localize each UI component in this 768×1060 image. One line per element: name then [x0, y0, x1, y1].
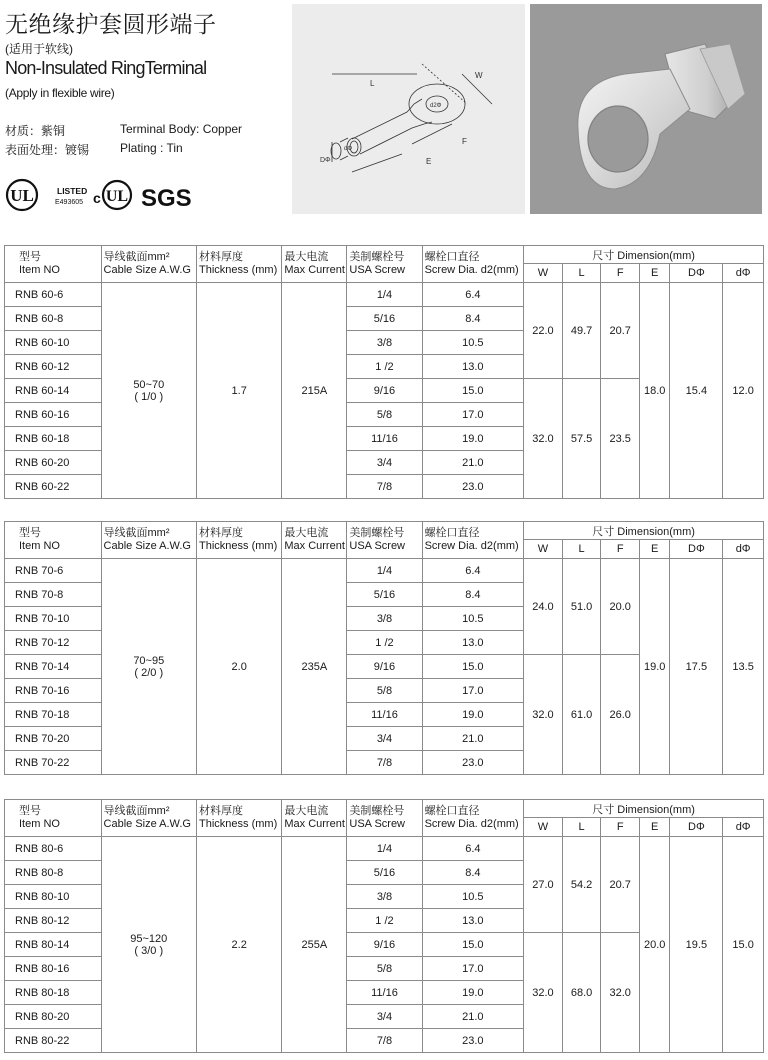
header-max-current: 最大电流 Max Current [282, 522, 347, 559]
usa-screw: 7/8 [347, 751, 422, 775]
dim-f: 26.0 [601, 655, 640, 775]
cable-size: 70~95 ( 2/0 ) [101, 559, 197, 775]
item-no: RNB 60-10 [5, 331, 102, 355]
screw-dia: 19.0 [422, 703, 524, 727]
dim-l: 51.0 [562, 559, 601, 655]
header-l: L [562, 264, 601, 283]
usa-screw: 7/8 [347, 1029, 422, 1053]
usa-screw: 1 /2 [347, 631, 422, 655]
dim-f: 20.7 [601, 283, 640, 379]
item-no: RNB 70-12 [5, 631, 102, 655]
screw-dia: 19.0 [422, 981, 524, 1005]
screw-dia: 8.4 [422, 861, 524, 885]
usa-screw: 1/4 [347, 559, 422, 583]
dim-f: 20.0 [601, 559, 640, 655]
header-f: F [601, 264, 640, 283]
header-d-inner: dΦ [723, 818, 764, 837]
cul-logo-icon [103, 181, 131, 209]
thickness: 1.7 [197, 283, 282, 499]
usa-screw: 9/16 [347, 655, 422, 679]
header-e: E [639, 540, 669, 559]
label-Dphi: DΦ [320, 157, 331, 164]
item-no: RNB 60-6 [5, 283, 102, 307]
screw-dia: 17.0 [422, 403, 524, 427]
header-item-no: 型号 Item NO [5, 800, 102, 837]
header-f: F [601, 818, 640, 837]
dim-l: 49.7 [562, 283, 601, 379]
listed-text: LISTED [57, 186, 88, 196]
screw-dia: 15.0 [422, 655, 524, 679]
usa-screw: 5/16 [347, 583, 422, 607]
header-w: W [524, 264, 563, 283]
screw-dia: 17.0 [422, 679, 524, 703]
usa-screw: 5/16 [347, 861, 422, 885]
label-d2: d2Φ [430, 103, 442, 109]
item-no: RNB 60-12 [5, 355, 102, 379]
dim-d-outer: 19.5 [670, 837, 723, 1053]
header-d-outer: DΦ [670, 818, 723, 837]
usa-screw: 9/16 [347, 933, 422, 957]
screw-dia: 13.0 [422, 355, 524, 379]
screw-dia: 10.5 [422, 885, 524, 909]
dim-f: 20.7 [601, 837, 640, 933]
header-screw-dia: 螺栓口直径 Screw Dia. d2(mm) [422, 800, 524, 837]
usa-screw: 5/8 [347, 403, 422, 427]
item-no: RNB 70-20 [5, 727, 102, 751]
max-current: 215A [282, 283, 347, 499]
item-no: RNB 60-22 [5, 475, 102, 499]
cable-size: 50~70 ( 1/0 ) [101, 283, 197, 499]
item-no: RNB 60-18 [5, 427, 102, 451]
dim-w: 27.0 [524, 837, 563, 933]
screw-dia: 21.0 [422, 1005, 524, 1029]
table-row [5, 559, 764, 583]
page-header [0, 0, 768, 222]
item-no: RNB 70-6 [5, 559, 102, 583]
screw-dia: 6.4 [422, 283, 524, 307]
item-no: RNB 60-16 [5, 403, 102, 427]
item-no: RNB 80-18 [5, 981, 102, 1005]
dim-d-outer: 15.4 [670, 283, 723, 499]
screw-dia: 15.0 [422, 933, 524, 957]
ul2-text: UL [105, 188, 129, 205]
screw-dia: 6.4 [422, 559, 524, 583]
header-max-current: 最大电流 Max Current [282, 246, 347, 283]
header-cable-size: 导线截面mm² Cable Size A.W.G [101, 246, 197, 283]
certification-logos [5, 175, 205, 215]
dim-w: 32.0 [524, 655, 563, 775]
dim-d-inner: 12.0 [723, 283, 764, 499]
usa-screw: 11/16 [347, 427, 422, 451]
header-item-no: 型号 Item NO [5, 246, 102, 283]
dim-d-inner: 13.5 [723, 559, 764, 775]
max-current: 235A [282, 559, 347, 775]
dim-d-inner: 15.0 [723, 837, 764, 1053]
usa-screw: 3/8 [347, 885, 422, 909]
dim-w: 24.0 [524, 559, 563, 655]
product-photo [530, 4, 762, 214]
usa-screw: 3/4 [347, 727, 422, 751]
plating-en: Plating : Tin [120, 141, 183, 155]
table-row [5, 837, 764, 861]
listed-number: E493605 [55, 199, 84, 206]
thickness: 2.0 [197, 559, 282, 775]
max-current: 255A [282, 837, 347, 1053]
screw-dia: 6.4 [422, 837, 524, 861]
header-usa-screw: 美制螺栓号 USA Screw [347, 522, 422, 559]
header-f: F [601, 540, 640, 559]
dim-f: 32.0 [601, 933, 640, 1053]
usa-screw: 3/4 [347, 1005, 422, 1029]
dim-e: 20.0 [639, 837, 669, 1053]
usa-screw: 9/16 [347, 379, 422, 403]
label-W: W [475, 71, 483, 80]
dim-w: 22.0 [524, 283, 563, 379]
dim-f: 23.5 [601, 379, 640, 499]
item-no: RNB 80-14 [5, 933, 102, 957]
table-row [5, 283, 764, 307]
item-no: RNB 60-20 [5, 451, 102, 475]
screw-dia: 19.0 [422, 427, 524, 451]
screw-dia: 23.0 [422, 751, 524, 775]
item-no: RNB 80-10 [5, 885, 102, 909]
item-no: RNB 70-22 [5, 751, 102, 775]
header-thickness: 材料厚度 Thickness (mm) [197, 522, 282, 559]
item-no: RNB 70-10 [5, 607, 102, 631]
usa-screw: 11/16 [347, 703, 422, 727]
spec-table-rnb60 [4, 245, 764, 499]
header-item-no: 型号 Item NO [5, 522, 102, 559]
usa-screw: 1 /2 [347, 909, 422, 933]
item-no: RNB 80-12 [5, 909, 102, 933]
item-no: RNB 70-18 [5, 703, 102, 727]
screw-dia: 21.0 [422, 451, 524, 475]
screw-dia: 15.0 [422, 379, 524, 403]
header-e: E [639, 818, 669, 837]
header-d-outer: DΦ [670, 540, 723, 559]
plating-cn: 表面处理：镀锡 [5, 143, 90, 157]
header-w: W [524, 540, 563, 559]
item-no: RNB 80-8 [5, 861, 102, 885]
usa-screw: 1 /2 [347, 355, 422, 379]
usa-screw: 3/4 [347, 451, 422, 475]
usa-screw: 1/4 [347, 283, 422, 307]
ul-logo-icon [7, 180, 37, 210]
header-d-outer: DΦ [670, 264, 723, 283]
item-no: RNB 60-8 [5, 307, 102, 331]
header-screw-dia: 螺栓口直径 Screw Dia. d2(mm) [422, 246, 524, 283]
header-usa-screw: 美制螺栓号 USA Screw [347, 246, 422, 283]
screw-dia: 10.5 [422, 607, 524, 631]
subtitle-chinese: (适用于软线) [5, 42, 73, 56]
usa-screw: 3/8 [347, 607, 422, 631]
screw-dia: 23.0 [422, 1029, 524, 1053]
screw-dia: 21.0 [422, 727, 524, 751]
dim-l: 54.2 [562, 837, 601, 933]
usa-screw: 5/8 [347, 957, 422, 981]
header-thickness: 材料厚度 Thickness (mm) [197, 246, 282, 283]
usa-screw: 5/16 [347, 307, 422, 331]
screw-dia: 10.5 [422, 331, 524, 355]
dim-d-outer: 17.5 [670, 559, 723, 775]
item-no: RNB 80-6 [5, 837, 102, 861]
c-letter: c [93, 190, 101, 206]
label-F: F [462, 137, 467, 146]
screw-dia: 8.4 [422, 583, 524, 607]
sgs-logo-icon: SGS [141, 185, 192, 212]
dim-w: 32.0 [524, 379, 563, 499]
dim-e: 19.0 [639, 559, 669, 775]
header-cable-size: 导线截面mm² Cable Size A.W.G [101, 522, 197, 559]
item-no: RNB 60-14 [5, 379, 102, 403]
header-max-current: 最大电流 Max Current [282, 800, 347, 837]
label-E: E [426, 157, 432, 166]
item-no: RNB 70-14 [5, 655, 102, 679]
title-english: Non-Insulated RingTerminal [5, 58, 207, 78]
screw-dia: 13.0 [422, 631, 524, 655]
technical-drawing [292, 4, 525, 214]
usa-screw: 3/8 [347, 331, 422, 355]
header-l: L [562, 540, 601, 559]
header-cable-size: 导线截面mm² Cable Size A.W.G [101, 800, 197, 837]
spec-table-rnb70 [4, 521, 764, 775]
dim-l: 57.5 [562, 379, 601, 499]
spec-table-rnb80 [4, 799, 764, 1053]
dim-l: 68.0 [562, 933, 601, 1053]
usa-screw: 5/8 [347, 679, 422, 703]
header-screw-dia: 螺栓口直径 Screw Dia. d2(mm) [422, 522, 524, 559]
dim-e: 18.0 [639, 283, 669, 499]
header-w: W [524, 818, 563, 837]
ul-text: UL [10, 186, 34, 205]
header-dimension: 尺寸 Dimension(mm) [524, 800, 764, 818]
label-L: L [370, 79, 375, 88]
item-no: RNB 80-22 [5, 1029, 102, 1053]
header-dimension: 尺寸 Dimension(mm) [524, 522, 764, 540]
material-cn: 材质：紫铜 [5, 124, 66, 138]
item-no: RNB 70-8 [5, 583, 102, 607]
usa-screw: 11/16 [347, 981, 422, 1005]
screw-dia: 13.0 [422, 909, 524, 933]
material-en: Terminal Body: Copper [120, 122, 243, 136]
usa-screw: 1/4 [347, 837, 422, 861]
header-thickness: 材料厚度 Thickness (mm) [197, 800, 282, 837]
item-no: RNB 80-16 [5, 957, 102, 981]
item-no: RNB 70-16 [5, 679, 102, 703]
header-d-inner: dΦ [723, 264, 764, 283]
cable-size: 95~120 ( 3/0 ) [101, 837, 197, 1053]
dim-l: 61.0 [562, 655, 601, 775]
screw-dia: 8.4 [422, 307, 524, 331]
dim-w: 32.0 [524, 933, 563, 1053]
header-usa-screw: 美制螺栓号 USA Screw [347, 800, 422, 837]
usa-screw: 7/8 [347, 475, 422, 499]
thickness: 2.2 [197, 837, 282, 1053]
header-e: E [639, 264, 669, 283]
item-no: RNB 80-20 [5, 1005, 102, 1029]
header-dimension: 尺寸 Dimension(mm) [524, 246, 764, 264]
screw-dia: 17.0 [422, 957, 524, 981]
screw-dia: 23.0 [422, 475, 524, 499]
header-l: L [562, 818, 601, 837]
subtitle-english: (Apply in flexible wire) [5, 86, 115, 100]
title-chinese: 无绝缘护套圆形端子 [5, 11, 217, 37]
header-d-inner: dΦ [723, 540, 764, 559]
label-dphi: dΦ [344, 146, 353, 152]
